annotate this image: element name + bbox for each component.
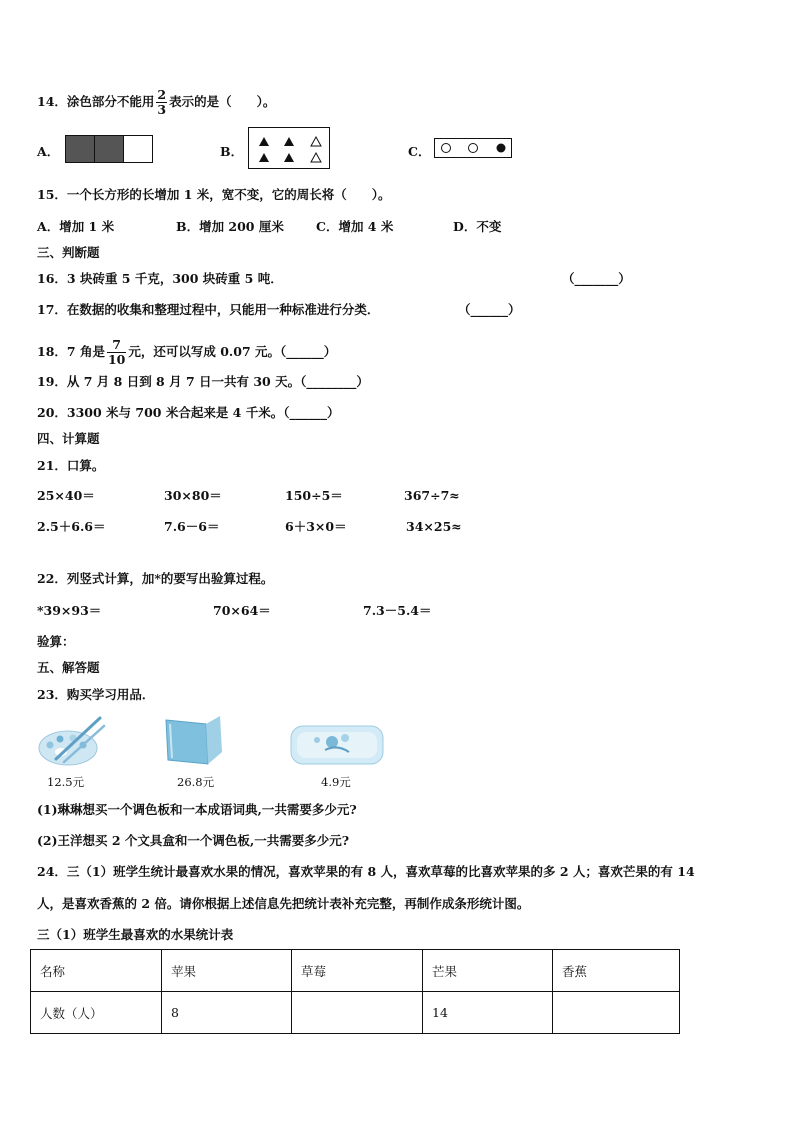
- table-header-row: [31, 950, 680, 992]
- triangle-filled-icon: [259, 153, 269, 162]
- table-header-cell: 苹果: [162, 950, 292, 992]
- q21-item: 30×80＝: [164, 488, 222, 503]
- palette-price: 12.5元: [47, 775, 85, 789]
- q14-text-after: 表示的是（ ）。: [169, 94, 276, 109]
- table-header-cell: 草莓: [292, 950, 423, 992]
- q21-item: 6＋3×0＝: [285, 519, 347, 534]
- circle-outline-icon: [442, 144, 451, 153]
- q20-text: 20．3300 米与 700 米合起来是 4 千米。（______）: [37, 405, 340, 420]
- pencil-case-price: 4.9元: [321, 775, 351, 789]
- q14-figure-b: [248, 127, 330, 169]
- q21-item: 25×40＝: [37, 488, 95, 503]
- q14-option-b-label: B．: [220, 144, 244, 159]
- q22-item: 7.3－5.4＝: [363, 603, 432, 618]
- section-5-heading: 五、解答题: [37, 660, 100, 675]
- q15-option-a: A．增加 1 米: [37, 219, 115, 234]
- q18-frac-num: 7: [107, 338, 126, 353]
- table-header-cell: 香蕉: [553, 950, 680, 992]
- q14-a-shaded-2: [95, 136, 124, 162]
- q14-option-a-label: A．: [37, 144, 60, 159]
- triangle-outline-icon: [311, 153, 321, 162]
- q23-sub1: (1)琳琳想买一个调色板和一本成语词典,一共需要多少元?: [37, 802, 357, 817]
- q18-text-before: 18．7 角是: [37, 344, 105, 359]
- q18-frac-den: 10: [107, 352, 126, 367]
- q14-number: 14．: [37, 94, 67, 109]
- q14-frac-den: 3: [157, 102, 167, 117]
- q14-option-c-label: C．: [408, 144, 431, 159]
- q14-text-before: 涂色部分不能用: [66, 94, 155, 109]
- table-cell: 14: [423, 992, 553, 1034]
- pencil-case-image: [287, 714, 387, 772]
- q21-item: 367÷7≈: [404, 488, 460, 503]
- q14-figure-a: [65, 135, 153, 163]
- q17-blank[interactable]: （______）: [458, 302, 521, 317]
- q24-table-title: 三（1）班学生最喜欢的水果统计表: [37, 927, 234, 942]
- q14-c-circles: [435, 139, 511, 157]
- q15-option-b: B．增加 200 厘米: [176, 219, 284, 234]
- q24-line2: 人，是喜欢香蕉的 2 倍。请你根据上述信息先把统计表补充完整，再制作成条形统计图。: [37, 896, 530, 911]
- q15-option-d: D．不变: [453, 219, 502, 234]
- q14-figure-c: [434, 138, 512, 158]
- q21-title: 21．口算。: [37, 458, 105, 473]
- q21-item: 150÷5＝: [285, 488, 343, 503]
- q17-text: 17．在数据的收集和整理过程中，只能用一种标准进行分类．: [37, 302, 380, 317]
- q15-option-c: C．增加 4 米: [316, 219, 394, 234]
- q16-text: 16．3 块砖重 5 千克，300 块砖重 5 吨．: [37, 271, 283, 286]
- q23-title: 23．购买学习用品．: [37, 687, 155, 702]
- q18-text-after: 元，还可以写成 0.07 元。（______）: [128, 344, 337, 359]
- triangle-filled-icon: [259, 137, 269, 146]
- circle-outline-icon: [469, 144, 478, 153]
- q14-fraction: [156, 88, 167, 117]
- circle-filled-icon: [497, 144, 506, 153]
- q19-text: 19．从 7 月 8 日到 8 月 7 日一共有 30 天。（________）: [37, 374, 369, 389]
- section-4-heading: 四、计算题: [37, 431, 100, 446]
- q24-line1: 24．三（1）班学生统计最喜欢水果的情况，喜欢苹果的有 8 人，喜欢草莓的比喜欢苹果的多 2 人；喜欢芒果的有 14: [37, 864, 695, 879]
- q22-item: 70×64＝: [213, 603, 271, 618]
- q14-frac-num: 2: [157, 87, 167, 102]
- q22-title: 22．列竖式计算，加*的要写出验算过程。: [37, 571, 274, 586]
- table-cell: 人数（人）: [31, 992, 162, 1034]
- table-header-cell: 名称: [31, 950, 162, 992]
- section-3-heading: 三、判断题: [37, 245, 100, 260]
- q23-sub2: (2)王洋想买 2 个文具盒和一个调色板,一共需要多少元?: [37, 833, 350, 848]
- q14-b-triangles: [249, 128, 329, 168]
- fruit-stats-table: [30, 949, 680, 1034]
- q14-a-shaded-1: [66, 136, 95, 162]
- triangle-outline-icon: [311, 137, 321, 146]
- table-cell-blank[interactable]: [292, 992, 423, 1034]
- q21-item: 2.5＋6.6＝: [37, 519, 106, 534]
- q14-a-unshaded: [124, 136, 152, 162]
- q14-line: [37, 88, 275, 117]
- table-header-cell: 芒果: [423, 950, 553, 992]
- table-cell: 8: [162, 992, 292, 1034]
- q18-line: [37, 338, 336, 367]
- table-cell-blank[interactable]: [553, 992, 680, 1034]
- q22-item: *39×93＝: [37, 603, 102, 618]
- q22-check-label: 验算：: [37, 634, 75, 649]
- triangle-filled-icon: [284, 153, 294, 162]
- dictionary-image: [160, 714, 230, 772]
- q18-fraction: [107, 338, 126, 367]
- table-row: [31, 992, 680, 1034]
- q15-text: 15．一个长方形的长增加 1 米，宽不变，它的周长将（ ）。: [37, 187, 391, 202]
- q16-blank[interactable]: （_______）: [562, 271, 631, 286]
- q21-item: 7.6－6＝: [164, 519, 220, 534]
- palette-image: [36, 712, 106, 770]
- triangle-filled-icon: [284, 137, 294, 146]
- q21-item: 34×25≈: [406, 519, 462, 534]
- dictionary-price: 26.8元: [177, 775, 215, 789]
